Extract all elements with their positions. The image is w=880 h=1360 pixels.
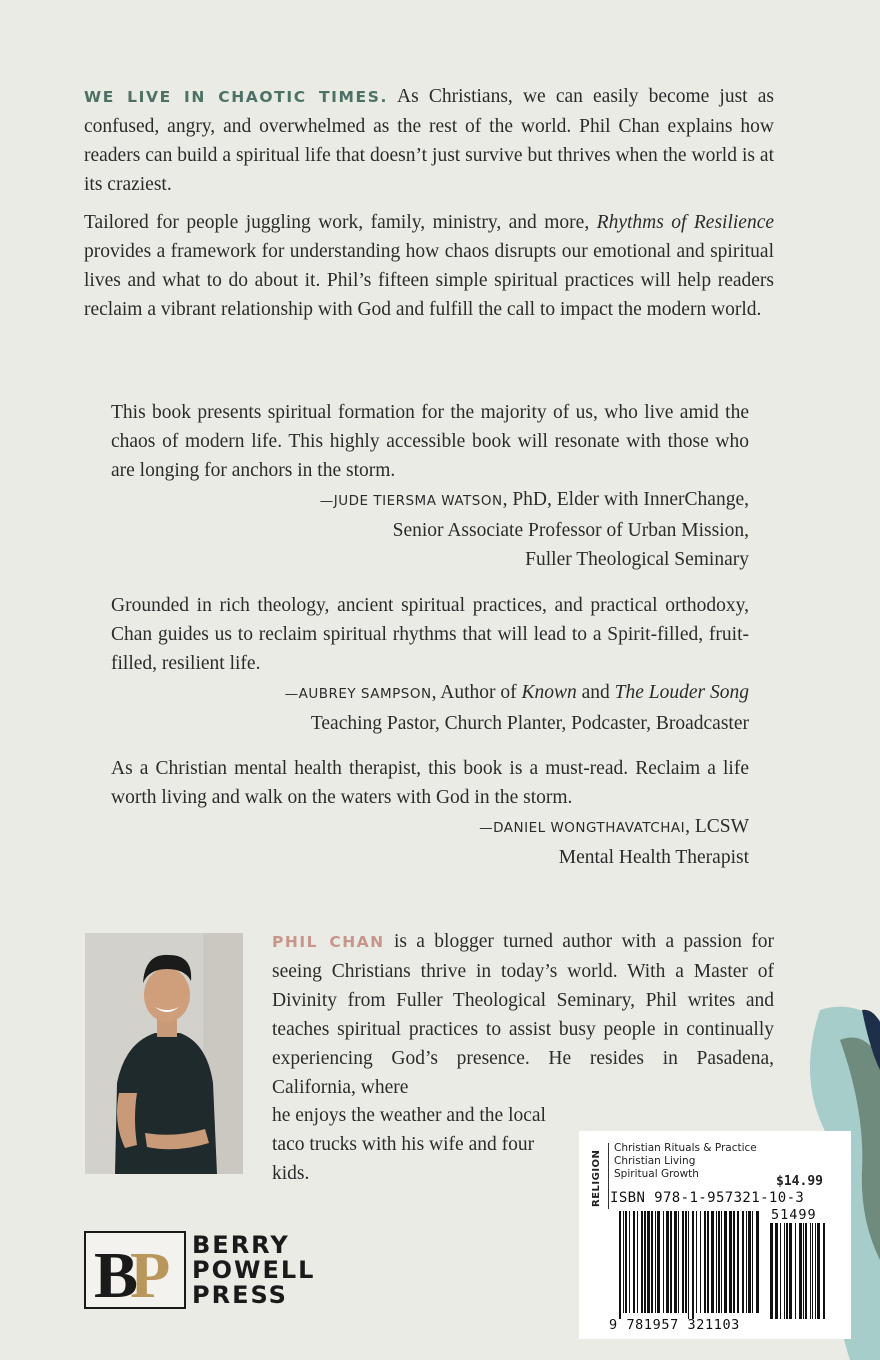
barcode-bar xyxy=(685,1211,687,1313)
barcode-bar xyxy=(795,1223,796,1319)
author-bio-text: is a blogger turned author with a passion for seeing Christians thrive in today’s world. With a Master of Divinity from Fuller Theological Seminary, Phil writes and teaches spiritual practices to assist busy people in continually experiencing God’s presence. He resides in Pasadena, California, where xyxy=(272,931,774,1098)
publisher-name-line2: POWELL xyxy=(192,1256,316,1284)
endorsement-1 xyxy=(111,398,749,574)
barcode-bar xyxy=(752,1211,753,1313)
barcode-bar xyxy=(737,1211,739,1313)
description-paragraph-1 xyxy=(84,82,774,199)
barcode-bar xyxy=(733,1211,735,1313)
barcode-bar xyxy=(817,1223,820,1319)
publisher-name xyxy=(192,1233,315,1308)
barcode-bar xyxy=(716,1211,717,1313)
endorser-book-2: The Louder Song xyxy=(614,682,749,703)
endorsement-attribution xyxy=(111,678,749,709)
barcode-bar xyxy=(780,1223,781,1319)
description-text-1: As Christians, we can easily become just as confused, angry, and overwhelmed as the rest of the world. Phil Chan explains how readers can build a spiritual life that doesn’t just survive but thrives when the world is at its craziest. xyxy=(84,86,774,195)
barcode-bar xyxy=(784,1223,785,1319)
barcode-bar xyxy=(775,1223,778,1319)
barcode-bar xyxy=(812,1223,813,1319)
barcode-bar xyxy=(770,1223,773,1319)
price: $14.99 xyxy=(776,1174,823,1189)
svg-text:B: B xyxy=(94,1239,139,1307)
barcode-bar xyxy=(629,1211,630,1313)
barcode-bar xyxy=(810,1223,811,1319)
endorsement-quote: Grounded in rich theology, ancient spiritual practices, and practical orthodoxy, Chan guides us to reclaim spiritual rhythms that will lead to a Spirit-filled, fruit-filled, resilient life. xyxy=(111,595,749,674)
barcode-bar xyxy=(619,1211,621,1319)
barcode-bar xyxy=(674,1211,677,1313)
description-text-2b: provides a framework for understanding how chaos disrupts our emotional and spiritual lives and what to do about it. Phil’s fifteen simple spiritual practices will help readers reclaim a vibrant relationship with God and fulfill the call to impact the modern world. xyxy=(84,241,774,320)
subject-item: Spiritual Growth xyxy=(614,1168,699,1180)
barcode-bar xyxy=(688,1211,689,1319)
barcode-bar xyxy=(696,1211,697,1313)
category-label: RELIGION xyxy=(591,1149,602,1207)
barcode-label xyxy=(579,1131,851,1339)
barcode-bars xyxy=(619,1211,764,1321)
barcode-bar xyxy=(729,1211,732,1313)
author-bio-top xyxy=(272,927,774,1102)
barcode-bar xyxy=(655,1211,656,1313)
barcode-bar xyxy=(692,1211,694,1319)
endorsement-attribution xyxy=(111,485,749,516)
subject-item: Christian Rituals & Practice xyxy=(614,1142,757,1154)
subject-item: Christian Living xyxy=(614,1155,696,1167)
endorser-affiliation: Fuller Theological Seminary xyxy=(525,549,749,570)
book-title: Rhythms of Resilience xyxy=(596,212,775,233)
publisher-name-line1: BERRY xyxy=(192,1231,290,1259)
barcode-bar xyxy=(704,1211,706,1313)
endorser-name: —DANIEL WONGTHAVATCHAI xyxy=(479,820,686,836)
endorsement-3 xyxy=(111,754,749,872)
endorser-title: Teaching Pastor, Church Planter, Podcaster, Broadcaster xyxy=(310,713,749,734)
endorser-credential-a: , Author of xyxy=(431,682,522,703)
endorser-name: —JUDE TIERSMA WATSON xyxy=(319,493,503,509)
barcode-bar xyxy=(633,1211,635,1313)
barcode-bar xyxy=(799,1223,802,1319)
barcode-bar xyxy=(637,1211,638,1313)
isbn: ISBN 978-1-957321-10-3 xyxy=(610,1190,805,1206)
subject-list xyxy=(614,1142,757,1181)
barcode-bar xyxy=(647,1211,650,1313)
endorser-credential: , LCSW xyxy=(685,816,749,837)
barcode-bar xyxy=(803,1223,804,1319)
barcode-bar xyxy=(789,1223,792,1319)
barcode-bar xyxy=(641,1211,643,1313)
barcode-bar xyxy=(670,1211,672,1313)
ean-digits: 9 781957 321103 xyxy=(609,1317,740,1333)
barcode-bar xyxy=(666,1211,669,1313)
endorser-credential: , PhD, Elder with InnerChange, xyxy=(502,489,749,510)
addon-code: 51499 xyxy=(771,1207,817,1223)
endorsement-2 xyxy=(111,591,749,738)
barcode-bar xyxy=(823,1223,825,1319)
endorser-title: Senior Associate Professor of Urban Mission, xyxy=(392,520,749,541)
author-bio-bottom: he enjoys the weather and the local taco trucks with his wife and four kids. xyxy=(272,1105,546,1184)
barcode-bar xyxy=(625,1211,627,1313)
endorsement-attribution xyxy=(111,812,749,843)
endorser-title: Mental Health Therapist xyxy=(558,847,749,868)
barcode-bar xyxy=(815,1223,816,1319)
barcode-bar xyxy=(718,1211,720,1313)
barcode-bar xyxy=(623,1211,624,1313)
addon-barcode-bars xyxy=(770,1223,832,1321)
endorsement-quote: As a Christian mental health therapist, this book is a must-read. Reclaim a life worth living and walk on the waters with God in the storm. xyxy=(111,758,749,808)
svg-text:P: P xyxy=(130,1239,171,1307)
barcode-bar xyxy=(756,1211,759,1313)
endorser-name: —AUBREY SAMPSON xyxy=(284,686,432,702)
barcode-bar xyxy=(707,1211,709,1313)
barcode-bar xyxy=(724,1211,727,1313)
author-portrait-illustration xyxy=(85,933,243,1174)
barcode-bar xyxy=(721,1211,722,1313)
barcode-bar xyxy=(748,1211,751,1313)
barcode-bar xyxy=(746,1211,747,1313)
barcode-bar xyxy=(678,1211,679,1313)
barcode-bar xyxy=(663,1211,664,1313)
publisher-logo-mark xyxy=(84,1231,186,1309)
category-divider xyxy=(608,1143,609,1209)
endorser-book-1: Known xyxy=(521,682,577,703)
barcode-bar xyxy=(657,1211,660,1313)
description-paragraph-2 xyxy=(84,208,774,324)
author-photo xyxy=(85,933,243,1174)
barcode-bar xyxy=(644,1211,646,1313)
barcode-bar xyxy=(711,1211,714,1313)
barcode-bar xyxy=(682,1211,684,1313)
endorser-credential-b: and xyxy=(576,682,615,703)
publisher-name-line3: PRESS xyxy=(192,1281,288,1309)
barcode-bar xyxy=(805,1223,807,1319)
bp-monogram-icon xyxy=(86,1233,184,1307)
endorsement-quote: This book presents spiritual formation for the majority of us, who live amid the chaos of modern life. This highly accessible book will resonate with those who are longing for anchors in the storm. xyxy=(111,402,749,481)
author-name: PHIL CHAN xyxy=(272,933,385,951)
description-text-2a: Tailored for people juggling work, family, ministry, and more, xyxy=(84,212,597,233)
lead-heading: WE LIVE IN CHAOTIC TIMES. xyxy=(84,88,388,106)
barcode-bar xyxy=(651,1211,653,1313)
barcode-bar xyxy=(786,1223,788,1319)
barcode-bar xyxy=(742,1211,744,1313)
barcode-bar xyxy=(700,1211,701,1313)
